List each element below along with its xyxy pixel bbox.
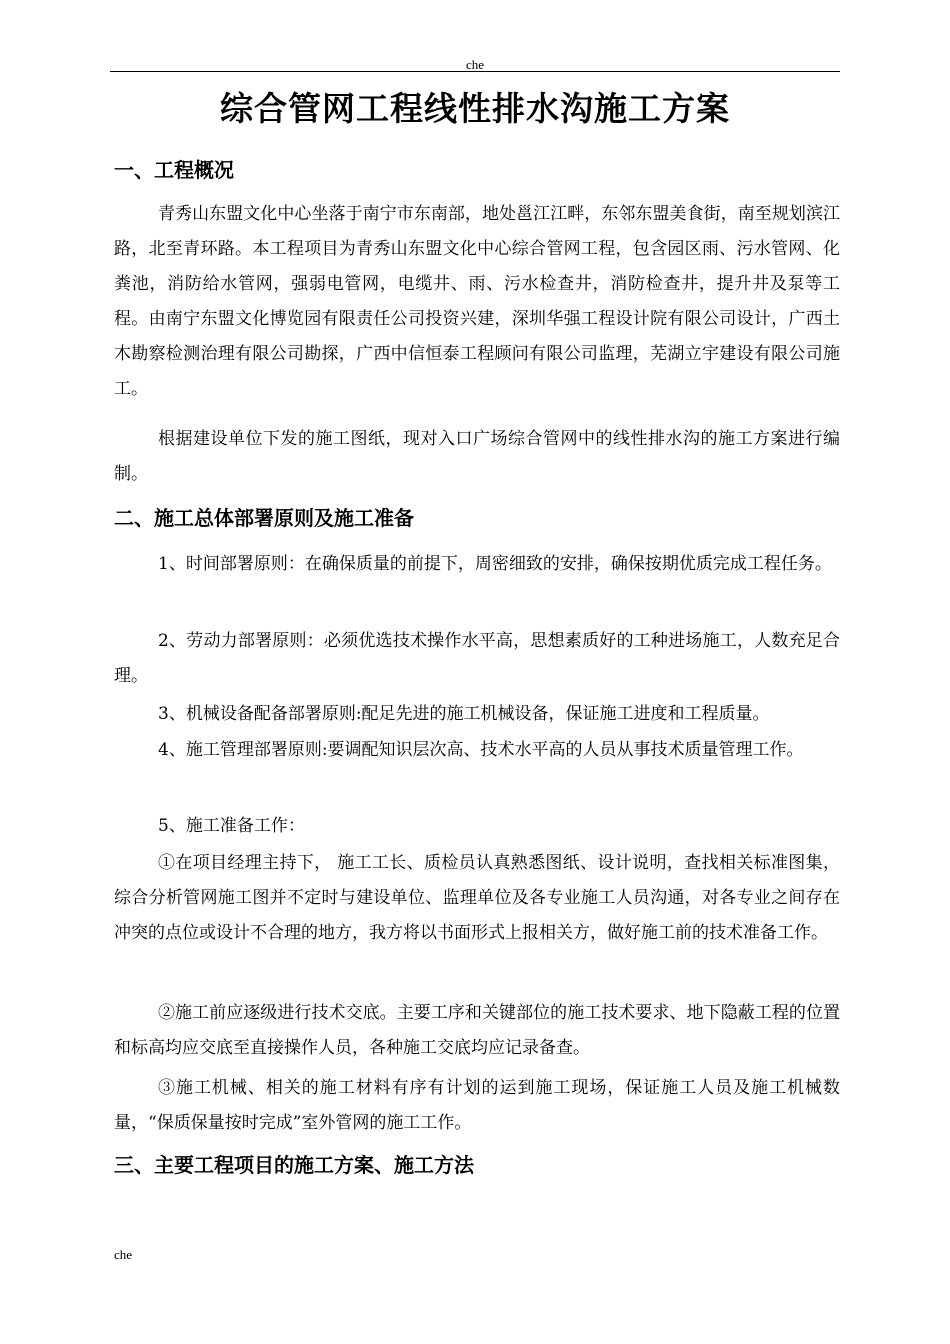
section-1-paragraph-2: 根据建设单位下发的施工图纸，现对入口广场综合管网中的线性排水沟的施工方案进行编制。 — [114, 429, 840, 484]
section-1-heading: 一、工程概况 — [114, 158, 234, 182]
section-2-subitem-3: ③施工机械、相关的施工材料有序有计划的运到施工现场，保证施工人员及施工机械数量，“保质保量按时完成”室外管网的施工工作。 — [114, 1078, 840, 1133]
section-2-item-5: 5、施工准备工作： — [158, 816, 305, 836]
section-2-subitem-2: ②施工前应逐级进行技术交底。主要工序和关键部位的施工技术要求、地下隐蔽工程的位置和标高均应交底至直接操作人员，各种施工交底均应记录备查。 — [114, 1003, 840, 1058]
section-2-item-3: 3、机械设备配备部署原则:配足先进的施工机械设备，保证施工进度和工程质量。 — [158, 704, 770, 724]
section-2-item-2: 2、劳动力部署原则：必须优选技术操作水平高，思想素质好的工种进场施工，人数充足合理。 — [114, 631, 840, 686]
header-rule — [110, 71, 840, 72]
section-2-subitem-1: ①在项目经理主持下， 施工工长、质检员认真熟悉图纸、设计说明，查找相关标准图集，综合分析管网施工图并不定时与建设单位、监理单位及各专业施工人员沟通，对各专业之间存在冲突的点位或设计不合理的地方，我方将以书面形式上报相关方，做好施工前的技术准备工作。 — [114, 853, 840, 943]
section-2-item-4: 4、施工管理部署原则:要调配知识层次高、技术水平高的人员从事技术质量管理工作。 — [158, 740, 804, 760]
section-2-heading: 二、施工总体部署原则及施工准备 — [114, 506, 414, 530]
page-header-text: che — [465, 57, 485, 72]
section-2-item-1: 1、时间部署原则：在确保质量的前提下，周密细致的安排，确保按期优质完成工程任务。 — [158, 554, 832, 574]
section-3-heading: 三、主要工程项目的施工方案、施工方法 — [114, 1153, 474, 1177]
page-footer-text: che — [114, 1247, 133, 1262]
document-title: 综合管网工程线性排水沟施工方案 — [220, 89, 730, 128]
section-1-paragraph-1: 青秀山东盟文化中心坐落于南宁市东南部，地处邕江江畔，东邻东盟美食街，南至规划滨江路，北至青环路。本工程项目为青秀山东盟文化中心综合管网工程，包含园区雨、污水管网、化粪池，消防给水管网，强弱电管网，电缆井、雨、污水检查井，消防检查井，提升井及泵等工程。由南宁东盟文化博览园有限责任公司投资兴建，深圳华强工程设计院有限公司设计，广西土木勘察检测治理有限公司勘探，广西中信恒泰工程顾问有限公司监理，芜湖立宇建设有限公司施工。 — [114, 204, 840, 399]
